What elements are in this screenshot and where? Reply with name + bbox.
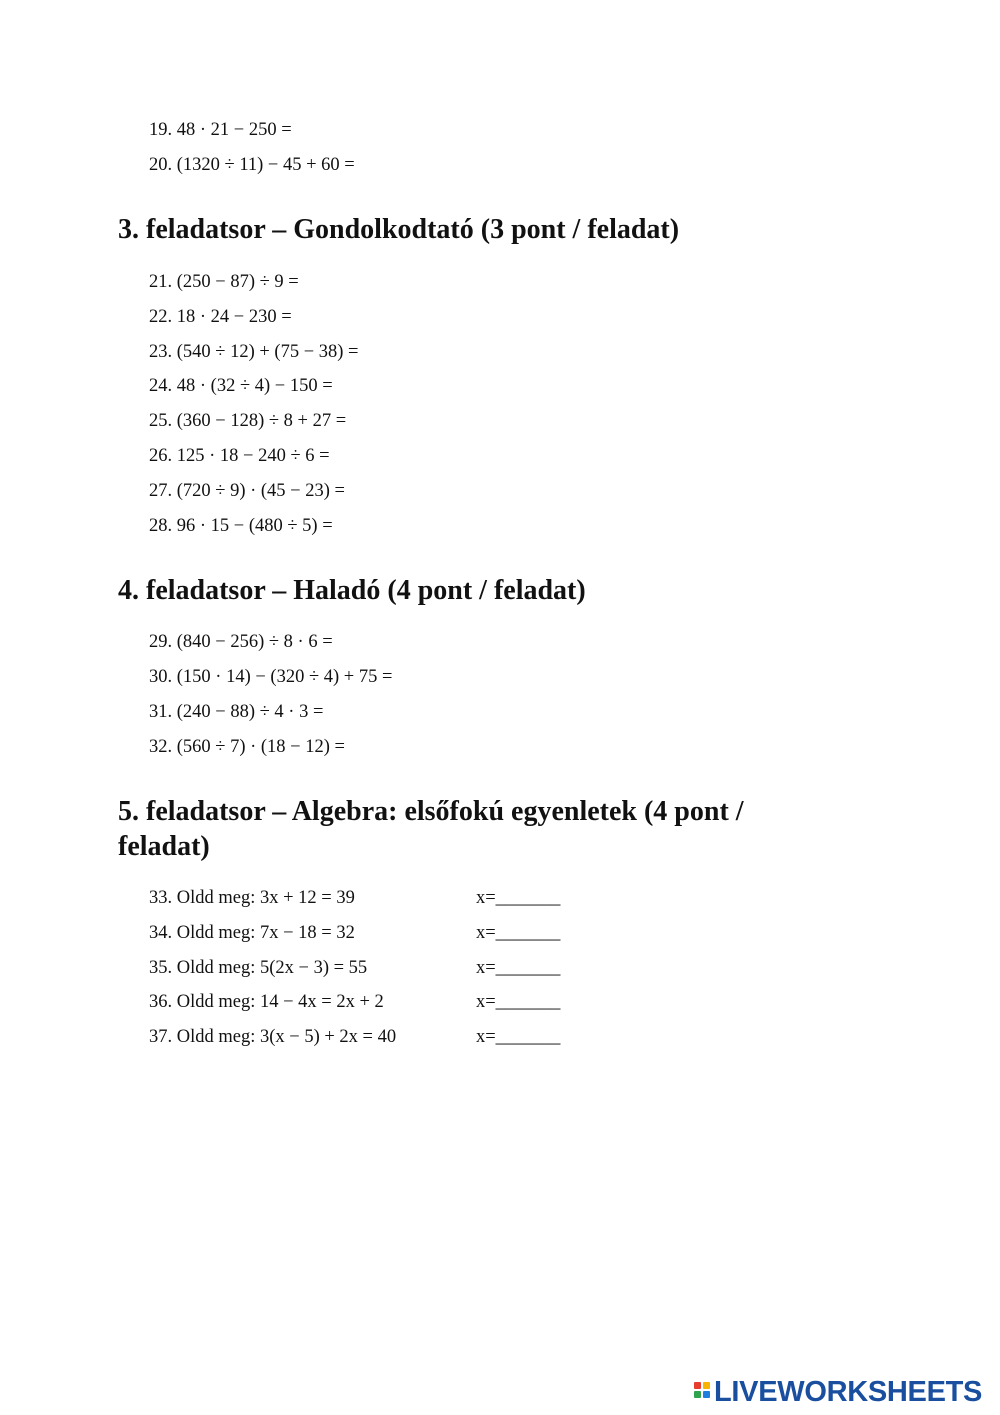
exercise-31: 31. (240 − 88) ÷ 4 · 3 = (149, 702, 324, 722)
liveworksheets-logo (694, 1377, 982, 1407)
exercise-32: 32. (560 ÷ 7) · (18 − 12) = (149, 737, 345, 757)
exercise-29: 29. (840 − 256) ÷ 8 · 6 = (149, 632, 333, 652)
exercise-28: 28. 96 · 15 − (480 ÷ 5) = (149, 516, 333, 536)
exercise-36: 36. Oldd meg: 14 − 4x = 2x + 2 (149, 992, 384, 1012)
exercise-27: 27. (720 ÷ 9) · (45 − 23) = (149, 481, 345, 501)
exercise-30: 30. (150 · 14) − (320 ÷ 4) + 75 = (149, 667, 393, 687)
liveworksheets-logo-icon (694, 1380, 712, 1404)
section-5-title: 5. feladatsor – Algebra: elsőfokú egyenletek (4 pont / feladat) (118, 796, 744, 862)
exercise-20: 20. (1320 ÷ 11) − 45 + 60 = (149, 155, 355, 175)
answer-blank-33[interactable]: x=_______ (476, 888, 561, 908)
exercise-25: 25. (360 − 128) ÷ 8 + 27 = (149, 411, 347, 431)
exercise-26: 26. 125 · 18 − 240 ÷ 6 = (149, 446, 330, 466)
answer-blank-35[interactable]: x=_______ (476, 958, 561, 978)
exercise-23: 23. (540 ÷ 12) + (75 − 38) = (149, 342, 359, 362)
answer-blank-34[interactable]: x=_______ (476, 923, 561, 943)
exercise-34: 34. Oldd meg: 7x − 18 = 32 (149, 923, 355, 943)
section-3-title: 3. feladatsor – Gondolkodtató (3 pont / feladat) (118, 214, 680, 245)
exercise-33: 33. Oldd meg: 3x + 12 = 39 (149, 888, 355, 908)
section-4-title: 4. feladatsor – Haladó (4 pont / feladat) (118, 575, 586, 606)
exercise-37: 37. Oldd meg: 3(x − 5) + 2x = 40 (149, 1027, 397, 1047)
answer-blank-36[interactable]: x=_______ (476, 992, 561, 1012)
exercise-22: 22. 18 · 24 − 230 = (149, 307, 292, 327)
answer-blank-37[interactable]: x=_______ (476, 1027, 561, 1047)
brand-name: LIVEWORKSHEETS (714, 1376, 983, 1408)
exercise-19: 19. 48 · 21 − 250 = (149, 120, 292, 140)
exercise-35: 35. Oldd meg: 5(2x − 3) = 55 (149, 958, 368, 978)
exercise-21: 21. (250 − 87) ÷ 9 = (149, 272, 299, 292)
exercise-24: 24. 48 · (32 ÷ 4) − 150 = (149, 376, 333, 396)
